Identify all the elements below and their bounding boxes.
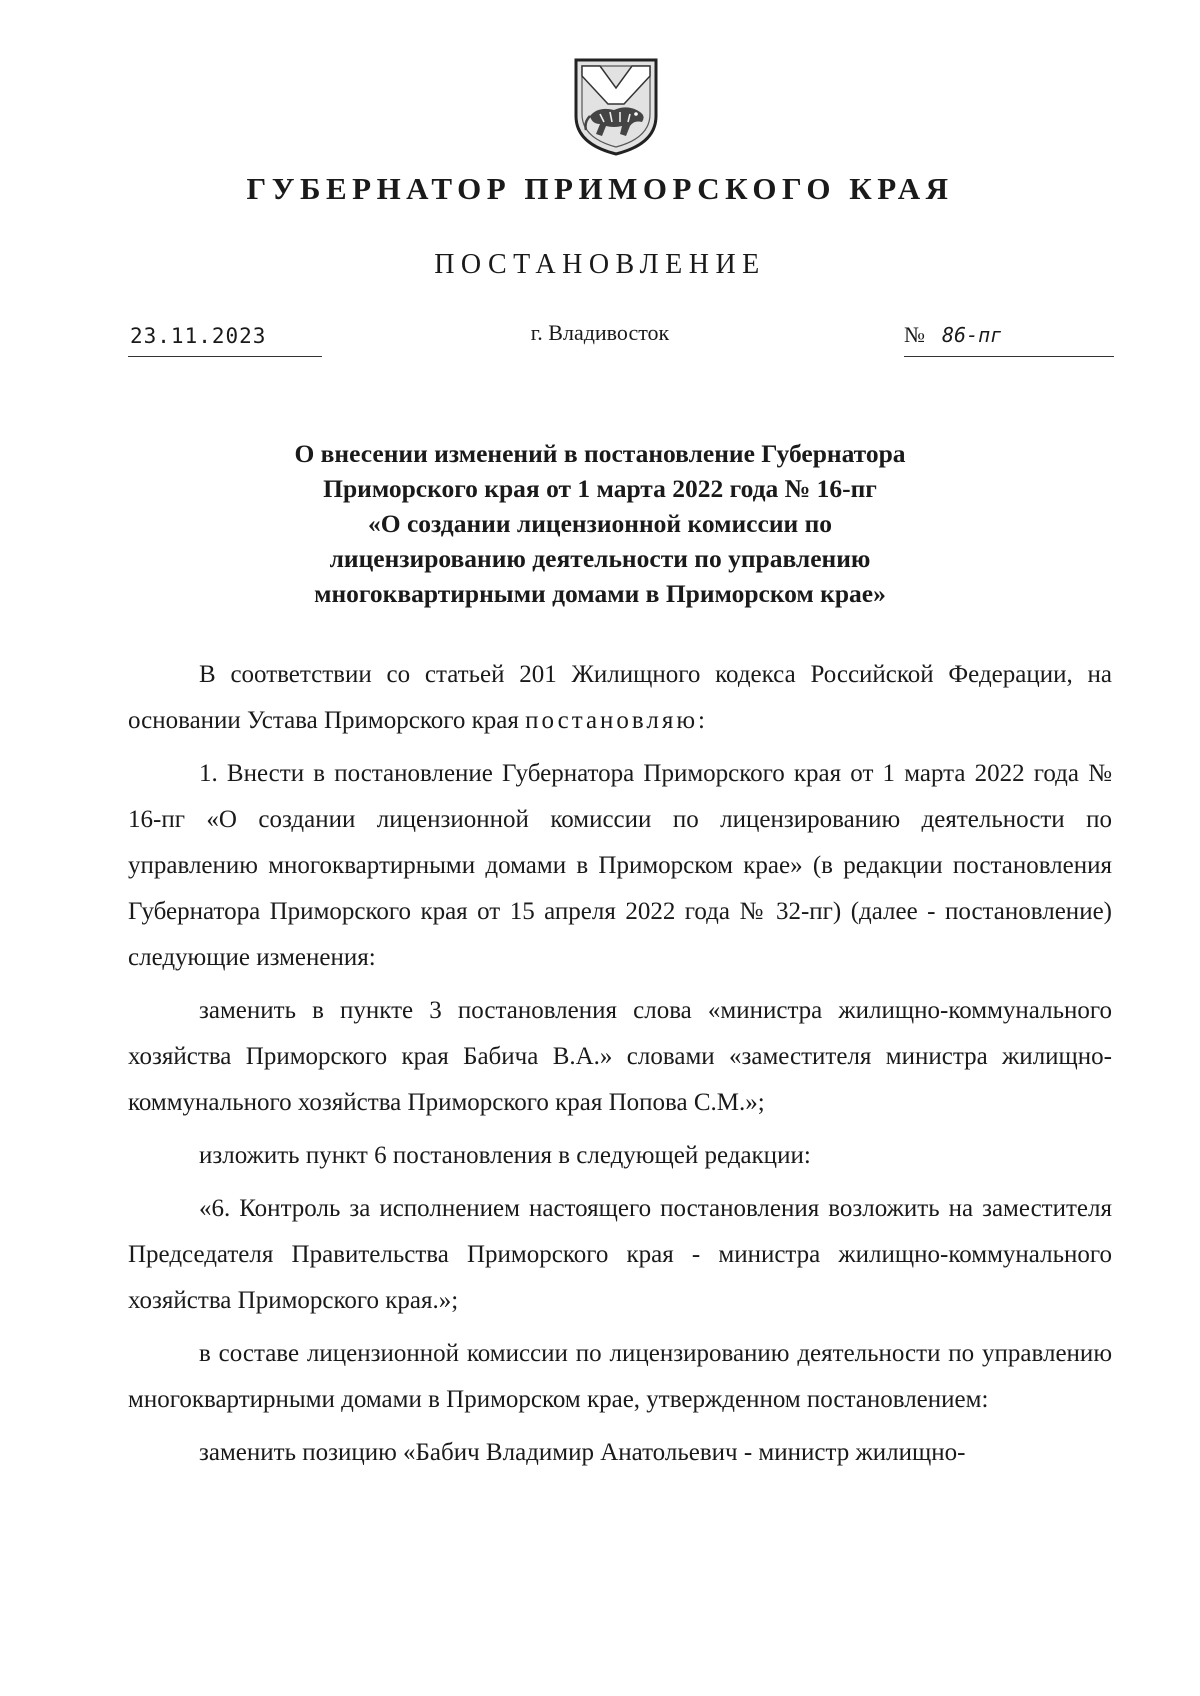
document-date: 23.11.2023 <box>128 324 322 357</box>
resolve-word: постановляю: <box>525 707 708 734</box>
title-line: О внесении изменений в постановление Губернатора <box>294 439 906 468</box>
body-paragraph: заменить в пункте 3 постановления слова «министра жилищно-коммунального хозяйства Приморского края Бабича В.А.» словами «заместителя министра жилищно-коммунального хозяйства Приморского края Попова С.М.»; <box>128 997 1112 1116</box>
document-number: 86-пг <box>942 323 1003 347</box>
document-city: г. Владивосток <box>530 320 670 345</box>
title-line: «О создании лицензионной комиссии по <box>367 509 833 538</box>
preamble-text: В соответствии со статьей 201 Жилищного кодекса Российской Федерации, на основании Устава Приморского края <box>128 661 1112 734</box>
preamble-paragraph <box>128 652 1112 744</box>
document-title <box>220 436 980 611</box>
document-number-field <box>904 322 1114 357</box>
document-body <box>128 652 1112 1476</box>
document-type-heading: ПОСТАНОВЛЕНИЕ <box>434 249 766 280</box>
title-line: многоквартирными домами в Приморском крае» <box>314 579 886 608</box>
title-line: лицензированию деятельности по управлению <box>329 544 871 573</box>
title-line: Приморского края от 1 марта 2022 года № 16-пг <box>323 474 877 503</box>
body-paragraph: изложить пункт 6 постановления в следующей редакции: <box>199 1142 811 1169</box>
body-paragraph: 1. Внести в постановление Губернатора Приморского края от 1 марта 2022 года № 16-пг «О создании лицензионной комиссии по лицензированию деятельности по управлению многоквартирными домами в Приморском крае» (в редакции постановления Губернатора Приморского края от 15 апреля 2022 года № 32-пг) (далее - постановление) следующие изменения: <box>128 760 1112 971</box>
issuing-authority-heading: ГУБЕРНАТОР ПРИМОРСКОГО КРАЯ <box>246 171 954 206</box>
body-paragraph: заменить позицию «Бабич Владимир Анатольевич - министр жилищно- <box>199 1439 966 1466</box>
body-paragraph: в составе лицензионной комиссии по лицензированию деятельности по управлению многоквартирными домами в Приморском крае, утвержденном постановлением: <box>128 1340 1112 1413</box>
body-paragraph: «6. Контроль за исполнением настоящего постановления возложить на заместителя Председателя Правительства Приморского края - министра жилищно-коммунального хозяйства Приморского края.»; <box>128 1195 1112 1314</box>
coat-of-arms-icon <box>570 52 662 158</box>
number-sign: № <box>904 322 925 347</box>
